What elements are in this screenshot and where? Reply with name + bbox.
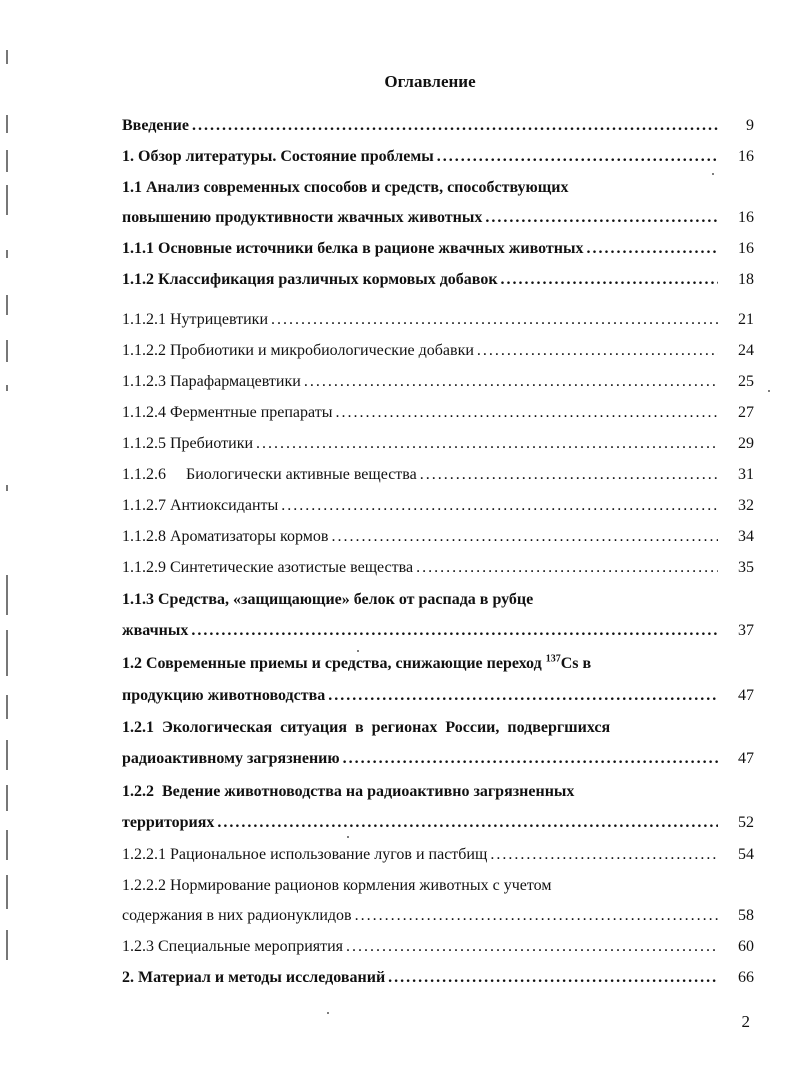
toc-page-number: 21 — [738, 311, 754, 328]
toc-entry-1-2-2-2-line-2: содержания в них радионуклидов . . . — [122, 906, 718, 926]
toc-entry-1-1-line-1: 1.1 Анализ современных способов и средств, способствующих — [122, 179, 569, 196]
toc-entry-1-2-1-line-2: радиоактивному загрязнению . . . — [122, 749, 718, 769]
toc-page-number: 27 — [738, 404, 754, 421]
toc-page-number: 47 — [738, 750, 754, 767]
toc-page-number: 18 — [738, 271, 754, 288]
toc-page-number: 66 — [738, 969, 754, 986]
scan-speck — [347, 836, 349, 838]
toc-entry-1-1-1: 1.1.1 Основные источники белка в рационе жвачных животных . . . — [122, 239, 718, 259]
toc-entry-1-2-line-2: продукцию животноводства . . . — [122, 686, 718, 706]
toc-entry-1-1-2-5: 1.1.2.5 Пребиотики . . . — [122, 434, 718, 454]
toc-page-number: 16 — [738, 240, 754, 257]
scan-speck — [357, 650, 359, 652]
toc-entry-1-1-2: 1.1.2 Классификация различных кормовых добавок . . . — [122, 270, 718, 290]
toc-entry-1-1-2-4: 1.1.2.4 Ферментные препараты . . . — [122, 403, 718, 423]
toc-page-number: 52 — [738, 814, 754, 831]
toc-entry-1-1-2-9: 1.1.2.9 Синтетические азотистые вещества . . . — [122, 558, 718, 578]
toc-entry-intro: Введение . . . — [122, 116, 718, 136]
toc-entry-chapter-1: 1. Обзор литературы. Состояние проблемы . . . — [122, 147, 718, 167]
isotope-superscript: 137 — [545, 654, 561, 665]
toc-page-number: 47 — [738, 687, 754, 704]
toc-entry-1-2-text-end: Cs в — [560, 655, 592, 672]
page-title: Оглавление — [384, 72, 476, 91]
toc-entry-1-2-2-2-line-1: 1.2.2.2 Нормирование рационов кормления животных с учетом — [122, 877, 552, 894]
toc-page-number: 25 — [738, 373, 754, 390]
toc-entry-1-1-2-7: 1.1.2.7 Антиоксиданты . . . — [122, 496, 718, 516]
scan-speck — [768, 390, 770, 392]
toc-entry-1-1-line-2: повышению продуктивности жвачных животных . . . — [122, 208, 718, 228]
toc-page-number: 34 — [738, 528, 754, 545]
toc-page-number: 60 — [738, 938, 754, 955]
toc-entry-1-1-3-line-2: жвачных . . . — [122, 621, 718, 641]
toc-page-number: 29 — [738, 435, 754, 452]
toc-entry-1-2-2-1: 1.2.2.1 Рациональное использование лугов и пастбищ . . . — [122, 845, 718, 865]
toc-page-number: 16 — [738, 209, 754, 226]
toc-entry-1-2-2-line-2: территориях . . . — [122, 813, 718, 833]
toc-page-number: 16 — [738, 148, 754, 165]
toc-page-number: 37 — [738, 622, 754, 639]
toc-entry-chapter-2: 2. Материал и методы исследований . . . — [122, 968, 718, 988]
toc-entry-1-1-2-2: 1.1.2.2 Пробиотики и микробиологические добавки . . . — [122, 341, 718, 361]
scan-speck — [327, 1012, 329, 1014]
scan-speck — [712, 173, 714, 175]
toc-page-number: 31 — [738, 466, 754, 483]
toc-entry-1-1-2-1: 1.1.2.1 Нутрицевтики . . . — [122, 310, 718, 330]
toc-entry-1-2-text: 1.2 Современные приемы и средства, снижающие переход — [122, 655, 546, 672]
toc-page-number: 35 — [738, 559, 754, 576]
toc-page-number: 58 — [738, 907, 754, 924]
toc-page-number: 32 — [738, 497, 754, 514]
toc-page-number: 9 — [746, 117, 754, 134]
scan-margin-marks — [4, 40, 16, 980]
toc-entry-1-2-1-line-1: 1.2.1 Экологическая ситуация в регионах России, подвергшихся — [122, 719, 611, 736]
toc-entry-1-2-3: 1.2.3 Специальные мероприятия . . . — [122, 937, 718, 957]
page-number: 2 — [741, 1012, 750, 1031]
toc-entry-1-1-2-8: 1.1.2.8 Ароматизаторы кормов . . . — [122, 527, 718, 547]
toc-page-number: 54 — [738, 846, 754, 863]
toc-entry-1-2-line-1 — [122, 654, 718, 674]
toc-entry-1-1-2-3: 1.1.2.3 Парафармацевтики . . . — [122, 372, 718, 392]
toc-entry-1-2-2-line-1: 1.2.2 Ведение животноводства на радиоактивно загрязненных — [122, 783, 575, 800]
toc-page-number: 24 — [738, 342, 754, 359]
toc-entry-1-1-3-line-1: 1.1.3 Средства, «защищающие» белок от распада в рубце — [122, 591, 534, 608]
toc-entry-1-1-2-6: 1.1.2.6 Биологически активные вещества . . . — [122, 465, 718, 485]
